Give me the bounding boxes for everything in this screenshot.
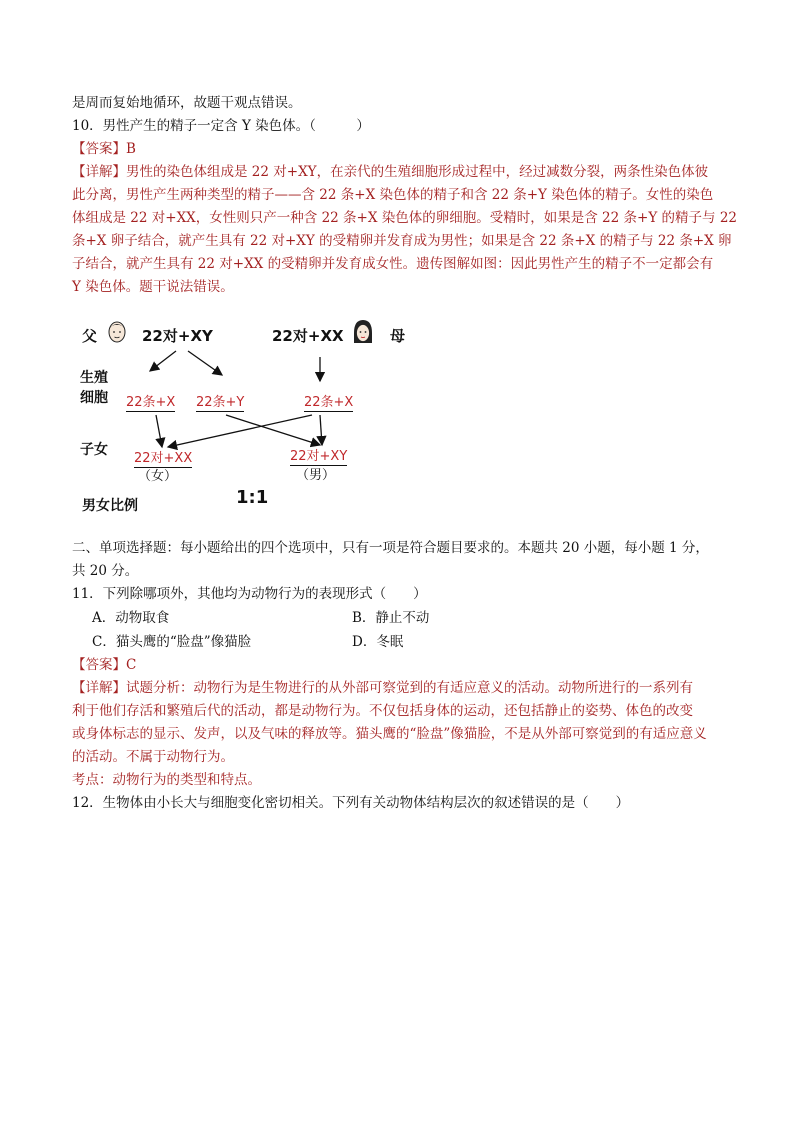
- q11-answer: [72, 654, 732, 677]
- sex-ratio-label: 男女比例: [82, 498, 138, 514]
- q11-option-a: A．动物取食: [92, 610, 170, 626]
- q10-detail-line-2: 此分离，男性产生两种类型的精子——含 22 条+X 染色体的精子和含 22 条+Y 染色体的精子。女性的染色: [72, 187, 714, 203]
- sex-ratio-value: 1:1: [236, 487, 269, 508]
- answer-label: 【答案】: [72, 141, 126, 157]
- q10-detail-line-6: Y 染色体。题干说法错误。: [72, 279, 234, 295]
- child-1-sex: （女）: [138, 469, 178, 484]
- q10-question: 10．男性产生的精子一定含 Y 染色体。（ ）: [72, 118, 370, 134]
- gamete-row-label-2: 细胞: [80, 390, 108, 406]
- q10-answer: [72, 138, 732, 161]
- document-page: [72, 92, 738, 815]
- father-label: 父: [82, 327, 98, 345]
- q10-detail-line-4: 条+X 卵子结合，就产生具有 22 对+XY 的受精卵并发育成为男性；如果是含 22 条+X 的精子与 22 条+X 卵: [72, 233, 732, 249]
- gamete-2: 22条+Y: [196, 391, 244, 412]
- section-2-heading: [72, 537, 732, 583]
- q12-question: 12．生物体由小长大与细胞变化密切相关。下列有关动物体结构层次的叙述错误的是（ ）: [72, 795, 630, 811]
- q11-options: [92, 606, 732, 654]
- section-2-line-2: 共 20 分。: [72, 563, 139, 579]
- q10-detail-line-5: 子结合，就产生具有 22 对+XX 的受精卵并发育成女性。遗传图解如图：因此男性产生的精子不一定都会有: [72, 256, 714, 272]
- father-genotype: 22对+XY: [142, 327, 213, 345]
- answer-value: B: [126, 141, 136, 157]
- section-2-line-1: 二、单项选择题：每小题给出的四个选项中，只有一项是符合题目要求的。本题共 20 小题，每小题 1 分，: [72, 540, 709, 556]
- answer-value: C: [126, 657, 137, 673]
- q11-detail-line-4: 的活动。不属于动物行为。: [72, 749, 234, 765]
- child-2-sex: （男）: [296, 468, 336, 483]
- child-2-genotype: 22对+XY: [290, 445, 347, 466]
- q11-option-d: D．冬眠: [352, 634, 404, 650]
- q11-option-b: B．静止不动: [352, 610, 430, 626]
- inheritance-diagram: [76, 319, 436, 519]
- q11-detail: [72, 677, 732, 792]
- detail-label: 【详解】: [72, 680, 126, 696]
- mother-face-icon: [352, 319, 374, 345]
- answer-label: 【答案】: [72, 657, 126, 673]
- q11-key-point: 考点：动物行为的类型和特点。: [72, 772, 261, 788]
- continuation-line: 是周而复始地循环，故题干观点错误。: [72, 95, 302, 111]
- q11-question: 11．下列除哪项外，其他均为动物行为的表现形式（ ）: [72, 586, 427, 602]
- q11-option-c: C．猫头鹰的“脸盘”像猫脸: [92, 634, 252, 650]
- q11-detail-line-3: 或身体标志的显示、发声，以及气味的释放等。猫头鹰的“脸盘”像猫脸，不是从外部可察觉到的有适应意义: [72, 726, 707, 742]
- child-1-genotype: 22对+XX: [134, 447, 192, 468]
- detail-label: 【详解】: [72, 164, 126, 180]
- q11-detail-line-2: 利于他们存活和繁殖后代的活动，都是动物行为。不仅包括身体的运动，还包括静止的姿势、体色的改变: [72, 703, 693, 719]
- gamete-3: 22条+X: [304, 391, 353, 412]
- q10-detail-line-1: 男性的染色体组成是 22 对+XY，在亲代的生殖细胞形成过程中，经过减数分裂，两条性染色体彼: [126, 164, 709, 180]
- gamete-1: 22条+X: [126, 391, 175, 412]
- q11-detail-line-1: 试题分析：动物行为是生物进行的从外部可察觉到的有适应意义的活动。动物所进行的一系列有: [126, 680, 693, 696]
- mother-label: 母: [390, 327, 406, 345]
- q10-detail: [72, 161, 738, 299]
- mother-genotype: 22对+XX: [272, 327, 344, 345]
- q10-detail-line-3: 体组成是 22 对+XX，女性则只产一种含 22 条+X 染色体的卵细胞。受精时，如果是含 22 条+Y 的精子与 22: [72, 210, 738, 226]
- offspring-row-label: 子女: [80, 442, 108, 458]
- gamete-row-label-1: 生殖: [80, 370, 108, 386]
- father-face-icon: [106, 319, 128, 345]
